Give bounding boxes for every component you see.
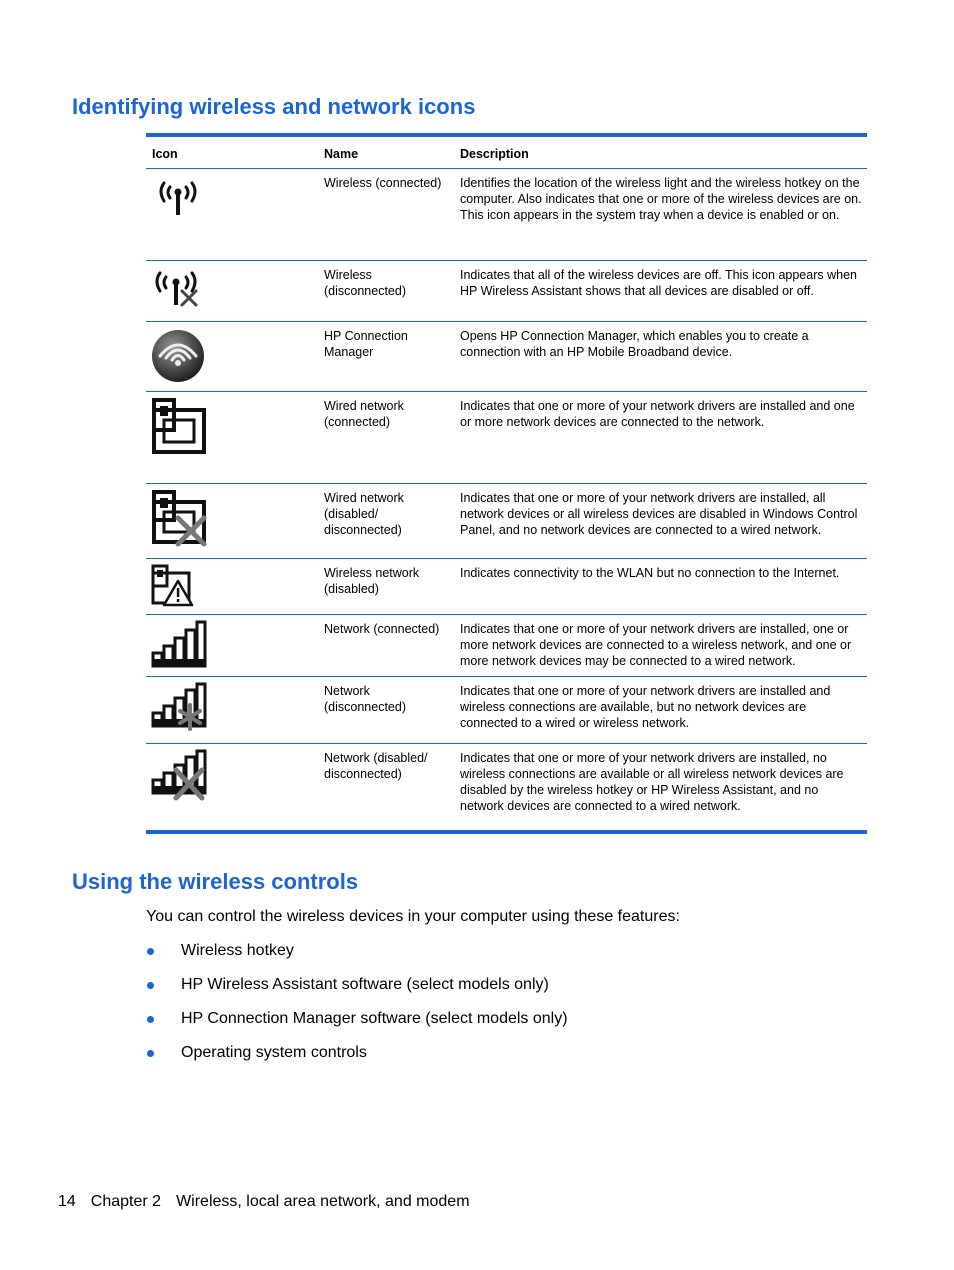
row-description: Indicates that one or more of your network drivers are installed, all network devices or all wireless devices are disabled in Windows Control Panel, and no network devices are connected to a wired network. (454, 484, 867, 559)
table-row (146, 615, 867, 677)
icon-cell (146, 392, 318, 484)
row-description: Indicates that one or more of your network drivers are installed, one or more network devices are connected to a wireless network, and one or more network devices may be connected to a wired network. (454, 615, 867, 677)
table-row (146, 261, 867, 322)
table-header-row (146, 135, 867, 169)
row-name: Wireless network (disabled) (318, 559, 454, 615)
row-name: Wired network (disabled/ disconnected) (318, 484, 454, 559)
controls-intro: You can control the wireless devices in your computer using these features: (146, 908, 680, 925)
row-name: Wireless (disconnected) (318, 261, 454, 322)
section-heading-controls: Using the wireless controls (72, 869, 359, 894)
features-list (146, 941, 568, 1077)
row-description: Opens HP Connection Manager, which enables you to create a connection with an HP Mobile Broadband device. (454, 322, 867, 392)
bullet-icon (147, 1050, 154, 1057)
table-row (146, 559, 867, 615)
chapter-label: Chapter 2 (90, 1193, 162, 1210)
icon-cell (146, 677, 318, 744)
network-disconnected-icon (150, 681, 208, 733)
section-heading-icons: Identifying wireless and network icons (72, 94, 476, 119)
icon-cell (146, 744, 318, 832)
table-row (146, 677, 867, 744)
chapter-title: Wireless, local area network, and modem (176, 1193, 470, 1210)
wireless-disconnected-icon (150, 265, 206, 315)
wireless-connected-icon (150, 173, 206, 225)
hp-connection-manager-icon (150, 326, 206, 384)
icon-cell (146, 484, 318, 559)
row-description: Indicates that one or more of your network drivers are installed, no wireless connections are available or all wireless network devices are disabled by the wireless hotkey or HP Wireless Assistant, and no network devices are connected to a wired network. (460, 751, 844, 813)
row-description: Indicates that one or more of your network drivers are installed and wireless connections are available, but no network devices are connected to a wired or wireless network. (454, 677, 867, 744)
bullet-icon (147, 1016, 154, 1023)
icon-cell (146, 615, 318, 677)
network-connected-icon (150, 619, 208, 669)
column-header-description: Description (454, 135, 867, 169)
table-row (146, 744, 867, 832)
page-footer (58, 1192, 485, 1212)
row-description: Indicates connectivity to the WLAN but no connection to the Internet. (454, 559, 867, 615)
table-row (146, 169, 867, 261)
icon-cell (146, 322, 318, 392)
bullet-icon (147, 982, 154, 989)
column-header-name: Name (318, 135, 454, 169)
list-item (146, 1009, 568, 1043)
wired-network-connected-icon (150, 396, 208, 456)
row-name: Network (connected) (318, 615, 454, 677)
row-name: Network (disabled/ disconnected) (324, 751, 428, 781)
table-row (146, 392, 867, 484)
table-row (146, 322, 867, 392)
list-item (146, 941, 568, 975)
row-description: Identifies the location of the wireless light and the wireless hotkey on the computer. Also indicates that one or more of the wireless devices are on. This icon appears in the system tray when a device is enabled or on. (454, 169, 867, 261)
feature-label: Wireless hotkey (181, 942, 294, 959)
row-name: Network (disconnected) (318, 677, 454, 744)
column-header-icon: Icon (146, 135, 318, 169)
icon-cell (146, 559, 318, 615)
row-name: HP Connection Manager (318, 322, 454, 392)
page-number: 14 (58, 1193, 76, 1210)
list-item (146, 975, 568, 1009)
list-item (146, 1043, 568, 1077)
feature-label: Operating system controls (181, 1044, 367, 1061)
icons-table (146, 133, 867, 834)
table-row (146, 484, 867, 559)
icon-cell (146, 169, 318, 261)
row-name: Wireless (connected) (318, 169, 454, 261)
row-name: Wired network (connected) (318, 392, 454, 484)
bullet-icon (147, 948, 154, 955)
network-disabled-icon (150, 748, 208, 802)
feature-label: HP Connection Manager software (select models only) (181, 1010, 568, 1027)
wireless-network-disabled-icon (150, 563, 198, 607)
feature-label: HP Wireless Assistant software (select models only) (181, 976, 549, 993)
row-description: Indicates that all of the wireless devices are off. This icon appears when HP Wireless Assistant shows that all devices are disabled or off. (454, 261, 867, 322)
wired-network-disabled-icon (150, 488, 210, 550)
icon-cell (146, 261, 318, 322)
row-description: Indicates that one or more of your network drivers are installed and one or more network devices are connected to the network. (454, 392, 867, 484)
